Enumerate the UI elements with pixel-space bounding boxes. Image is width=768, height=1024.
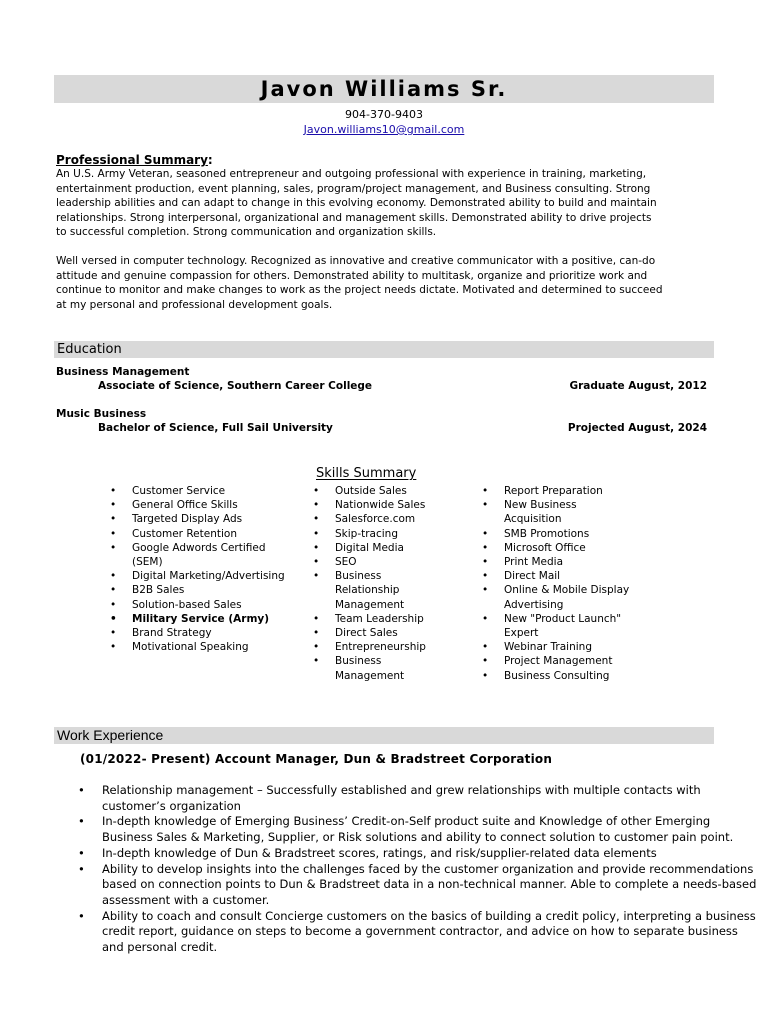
job-duties-list: [78, 783, 762, 956]
skill-item: • SEO: [313, 555, 463, 569]
skills-list-column-1: [110, 484, 286, 654]
education-field-1: Business Management: [56, 366, 190, 378]
skills-summary-heading-text: Skills Summary: [316, 466, 417, 481]
education-field-2: Music Business: [56, 408, 147, 420]
skill-item: • B2B Sales: [110, 583, 286, 597]
job-title: (01/2022- Present) Account Manager, Dun & Bradstreet Corporation: [80, 752, 553, 766]
skill-item: • New Business Acquisition: [482, 498, 604, 526]
skill-item: • Business Consulting: [482, 669, 652, 683]
skills-list-column-2: [313, 484, 463, 683]
duty-item: • Ability to develop insights into the challenges faced by the customer organization and provide recommendations based on connection points to Dun & Bradstreet data in a non-technical manner. Able to complete a needs-based assessment with a customer.: [78, 862, 762, 909]
skill-item: • Microsoft Office: [482, 541, 652, 555]
education-degree-2: Bachelor of Science, Full Sail University: [98, 422, 333, 434]
skill-item: • Outside Sales: [313, 484, 463, 498]
skill-item: • New "Product Launch" Expert: [482, 612, 654, 640]
education-heading: Education: [54, 341, 714, 358]
skill-item: • Business Relationship Management: [313, 569, 430, 612]
duty-item: • In-depth knowledge of Dun & Bradstreet scores, ratings, and risk/supplier-related data elements: [78, 846, 762, 862]
skill-item: • Nationwide Sales: [313, 498, 463, 512]
resume-name: Javon Williams Sr.: [54, 75, 714, 103]
duty-item: • Ability to coach and consult Concierge customers on the basics of building a credit policy, interpreting a business credit report, guidance on steps to become a government contractor, and advice on how to separate business and personal credit.: [78, 909, 762, 956]
phone-number: 904-370-9403: [345, 108, 423, 121]
skill-item: • Digital Media: [313, 541, 463, 555]
skill-item: • Skip-tracing: [313, 527, 463, 541]
skill-item: • Report Preparation: [482, 484, 652, 498]
skill-item: • Targeted Display Ads: [110, 512, 286, 526]
education-date-1: Graduate August, 2012: [569, 380, 707, 392]
education-degree-1: Associate of Science, Southern Career College: [98, 380, 373, 392]
duty-item: • In-depth knowledge of Emerging Business’ Credit-on-Self product suite and Knowledge of other Emerging Business Sales & Marketing, Supplier, or Risk solutions and ability to connect solution to customer pain point.: [78, 814, 762, 845]
skill-item: • Solution-based Sales: [110, 598, 286, 612]
skill-item: • Google Adwords Certified (SEM): [110, 541, 286, 569]
professional-summary-heading-text: Professional Summary: [56, 153, 208, 167]
skill-item: • Customer Retention: [110, 527, 286, 541]
skill-item: • Team Leadership: [313, 612, 463, 626]
summary-paragraph-2: Well versed in computer technology. Recognized as innovative and creative communicator with a positive, can-do attitude and genuine compassion for others. Demonstrated ability to multitask, organize and prioritize work and continue to monitor and make changes to work as the project needs dictate. Motivated and determined to succeed at my personal and professional development goals.: [56, 255, 663, 311]
email-link[interactable]: Javon.williams10@gmail.com: [303, 123, 465, 136]
skill-item: • Direct Mail: [482, 569, 652, 583]
work-experience-heading: Work Experience: [54, 727, 714, 744]
education-date-2: Projected August, 2024: [567, 422, 707, 434]
skill-item: • Military Service (Army): [110, 612, 286, 626]
skill-item: • Print Media: [482, 555, 652, 569]
heading-colon: :: [207, 153, 213, 167]
skills-summary-heading: [316, 466, 430, 481]
skill-item: • Brand Strategy: [110, 626, 286, 640]
skill-item: • Webinar Training: [482, 640, 652, 654]
skill-item: • Salesforce.com: [313, 512, 463, 526]
skill-item: • Online & Mobile Display Advertising: [482, 583, 652, 611]
email-line: [0, 123, 768, 136]
skill-item: • Entrepreneurship: [313, 640, 463, 654]
skill-item: • Project Management: [482, 654, 652, 668]
skill-item: • Customer Service: [110, 484, 286, 498]
skill-item: • Motivational Speaking: [110, 640, 286, 654]
summary-paragraph-1: An U.S. Army Veteran, seasoned entrepreneur and outgoing professional with experience in training, marketing, entertainment production, event planning, sales, program/project management, and Business consulting. Strong leadership abilities and can adapt to change in this evolving economy. Demonstrated ability to build and maintain relationships. Strong interpersonal, organizational and management skills. Demonstrated ability to drive projects to successful completion. Strong communication and organization skills.: [56, 168, 657, 238]
skill-item: • SMB Promotions: [482, 527, 652, 541]
professional-summary-heading: [56, 153, 213, 167]
skill-item: • Business Management: [313, 654, 430, 682]
skill-item: • General Office Skills: [110, 498, 286, 512]
skill-item: • Digital Marketing/Advertising: [110, 569, 286, 583]
duty-item: • Relationship management – Successfully established and grew relationships with multiple contacts with customer’s organization: [78, 783, 762, 814]
skill-item: • Direct Sales: [313, 626, 463, 640]
skills-list-column-3: [482, 484, 652, 683]
